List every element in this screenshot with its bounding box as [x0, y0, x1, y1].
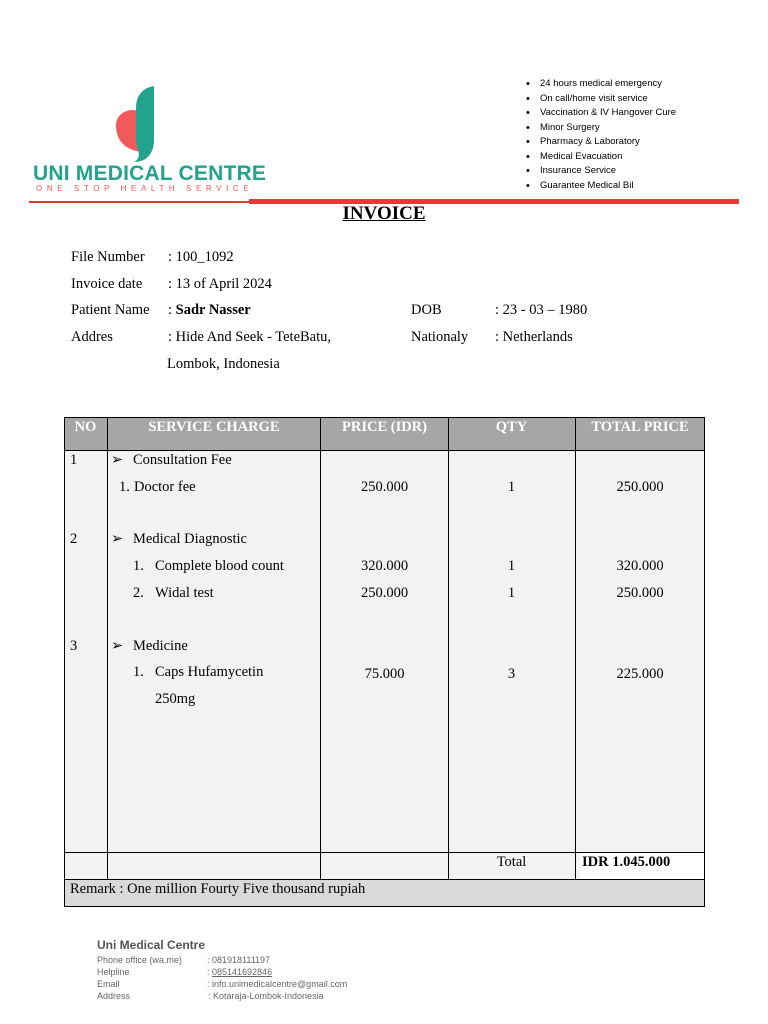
patient-name-label: Patient Name: [71, 302, 150, 318]
header-service-charge: SERVICE CHARGE: [107, 417, 321, 450]
table-border-bottom: [64, 906, 705, 907]
service-item: • 24 hours medical emergency: [524, 77, 676, 92]
helpline-value: : 085141692846: [207, 967, 273, 977]
helpline-label: Helpline: [97, 967, 130, 977]
total-row-divider: [64, 852, 705, 853]
item-number: 1.: [119, 479, 130, 495]
nationality-value: : Netherlands: [495, 329, 573, 345]
service-item: • Guarantee Medical Bil: [524, 179, 676, 194]
service-item: • Pharmacy & Laboratory: [524, 135, 676, 150]
services-list: [524, 77, 676, 193]
dob-value: : 23 - 03 – 1980: [495, 302, 588, 318]
file-number-label: File Number: [71, 249, 145, 265]
arrow-bullet-icon: ➢: [111, 638, 124, 654]
item-name: Widal test: [155, 585, 214, 601]
service-item: • Vaccination & IV Hangover Cure: [524, 106, 676, 121]
header-divider: [64, 450, 705, 451]
item-name: Complete blood count: [155, 558, 284, 574]
service-item: • On call/home visit service: [524, 92, 676, 107]
address-footer-value: : Kotaraja-Lombok-Indonesia: [208, 991, 324, 1001]
address-label: Addres: [71, 329, 113, 345]
footer-company: Uni Medical Centre: [97, 938, 206, 952]
category-label: Medicine: [133, 638, 188, 654]
col-divider-1: [107, 417, 108, 880]
address-footer-label: Address: [97, 991, 131, 1001]
item-price: 320.000: [360, 558, 409, 574]
invoice-table: [64, 417, 705, 907]
item-name: Caps Hufamycetin: [155, 664, 264, 680]
service-item: • Insurance Service: [524, 164, 676, 179]
brand-name: UNI MEDICAL CENTRE: [33, 162, 267, 185]
address-line-1: : Hide And Seek - TeteBatu,: [168, 329, 332, 345]
email-value: : info.unimedicalcentre@gmail.com: [207, 979, 348, 989]
item-total: 250.000: [616, 479, 664, 495]
item-price: 250.000: [360, 479, 409, 495]
invoice-date-label: Invoice date: [71, 276, 143, 292]
dob-label: DOB: [411, 302, 442, 318]
row-no: 1: [70, 452, 78, 468]
remark-text: Remark : One million Fourty Five thousand rupiah: [70, 881, 366, 897]
header-price: PRICE (IDR): [321, 417, 448, 450]
table-border-left: [64, 417, 65, 907]
helpline-link[interactable]: 085141692846: [212, 967, 273, 977]
category-label: Consultation Fee: [133, 452, 232, 468]
service-item: • Medical Evacuation: [524, 150, 676, 165]
brand-tagline: ONE STOP HEALTH SERVICE: [36, 184, 254, 193]
row-no: 2: [70, 531, 78, 547]
item-qty: 1: [507, 479, 516, 495]
total-label: Total: [496, 854, 527, 870]
patient-name-prefix: :: [168, 302, 176, 318]
header-qty: QTY: [448, 417, 575, 450]
invoice-date-value: : 13 of April 2024: [168, 276, 272, 292]
item-total: 225.000: [616, 666, 664, 682]
item-qty: 1: [507, 558, 516, 574]
item-price: 250.000: [360, 585, 409, 601]
phone-label: Phone office (wa.me): [97, 955, 182, 965]
item-name: Doctor fee: [134, 479, 196, 495]
item-qty: 1: [507, 585, 516, 601]
table-border-top: [64, 417, 705, 418]
phone-value: : 081918111197: [207, 955, 271, 965]
item-qty: 3: [507, 666, 516, 682]
company-logo: [28, 78, 267, 202]
invoice-title: INVOICE: [342, 203, 426, 224]
email-label: Email: [97, 979, 120, 989]
row-no: 3: [70, 638, 78, 654]
remark-divider: [64, 879, 705, 880]
item-total: 320.000: [616, 558, 664, 574]
item-name-line-2: 250mg: [155, 691, 196, 707]
total-value: IDR 1.045.000: [582, 854, 671, 870]
nationality-label: Nationaly: [411, 329, 469, 345]
header-total-price: TOTAL PRICE: [575, 417, 705, 450]
patient-name-field: [168, 302, 251, 319]
patient-name-value: Sadr Nasser: [175, 302, 251, 318]
file-number-value: : 100_1092: [168, 249, 234, 265]
item-number: 1.: [133, 664, 144, 680]
category-label: Medical Diagnostic: [133, 531, 247, 547]
item-number: 2.: [133, 585, 144, 601]
item-total: 250.000: [616, 585, 664, 601]
item-number: 1.: [133, 558, 144, 574]
service-item: • Minor Surgery: [524, 121, 676, 136]
arrow-bullet-icon: ➢: [111, 531, 124, 547]
header-no: NO: [64, 417, 107, 450]
arrow-bullet-icon: ➢: [111, 452, 124, 468]
logo-mark-icon: [108, 82, 172, 162]
address-line-2: Lombok, Indonesia: [167, 356, 280, 372]
item-price: 75.000: [364, 666, 405, 682]
